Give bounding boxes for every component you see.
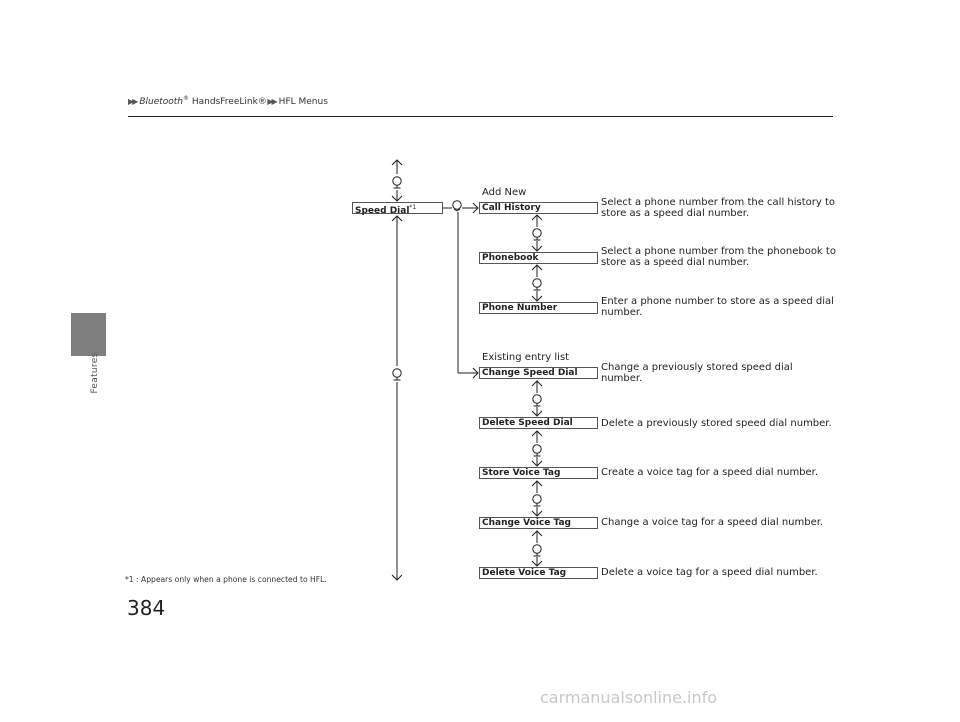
watermark: carmanualsonline.info bbox=[540, 688, 718, 707]
menu-item-label: Delete Speed Dial bbox=[482, 418, 573, 428]
menu-item-description: Change a previously stored speed dial number. bbox=[601, 362, 793, 384]
menu-phone-number bbox=[479, 302, 598, 314]
menu-call-history bbox=[479, 202, 598, 214]
menu-item-description: Delete a voice tag for a speed dial number. bbox=[601, 567, 818, 578]
menu-item-description: Change a voice tag for a speed dial number. bbox=[601, 517, 824, 528]
knob-rotate-icon bbox=[533, 495, 541, 506]
knob-press-icon bbox=[453, 201, 461, 211]
menu-delete-speed-dial bbox=[479, 417, 598, 429]
menu-item-label: Phone Number bbox=[482, 303, 558, 313]
menu-item-label: Call History bbox=[482, 203, 541, 213]
footnote: *1 : Appears only when a phone is connected to HFL. bbox=[125, 575, 327, 584]
menu-item-label: Change Voice Tag bbox=[482, 518, 571, 528]
menu-item-description: Select a phone number from the phonebook to store as a speed dial number. bbox=[601, 246, 836, 268]
knob-rotate-icon bbox=[393, 369, 401, 380]
knob-rotate-icon bbox=[533, 395, 541, 406]
menu-phonebook bbox=[479, 252, 598, 264]
menu-item-description: Select a phone number from the call history to store as a speed dial number. bbox=[601, 197, 836, 219]
menu-store-voice-tag bbox=[479, 467, 598, 479]
knob-rotate-icon bbox=[393, 177, 401, 188]
breadcrumb-item: HFL Menus bbox=[278, 97, 328, 107]
menu-item-description: Create a voice tag for a speed dial number. bbox=[601, 467, 819, 478]
menu-change-voice-tag bbox=[479, 517, 598, 529]
menu-item-label: Phonebook bbox=[482, 253, 539, 263]
breadcrumb-item: HandsFreeLink® bbox=[191, 97, 267, 107]
triangle-right-icon: ▶▶ bbox=[128, 97, 137, 106]
menu-item-label: Store Voice Tag bbox=[482, 468, 561, 478]
knob-rotate-icon bbox=[533, 545, 541, 556]
triangle-right-icon: ▶▶ bbox=[266, 97, 276, 106]
menu-item-label: Change Speed Dial bbox=[482, 368, 578, 378]
knob-rotate-icon bbox=[533, 229, 541, 240]
knob-rotate-icon bbox=[533, 445, 541, 456]
menu-item-description: Enter a phone number to store as a speed dial number. bbox=[601, 296, 834, 318]
menu-item-description: Delete a previously stored speed dial number. bbox=[601, 418, 832, 429]
menu-change-speed-dial bbox=[479, 367, 598, 379]
menu-item-label: Delete Voice Tag bbox=[482, 568, 567, 578]
existing-entry-label: Existing entry list bbox=[482, 352, 570, 363]
section-label: Features bbox=[90, 352, 100, 394]
knob-rotate-icon bbox=[533, 279, 541, 290]
add-new-label: Add New bbox=[482, 187, 527, 198]
breadcrumb-mark: ® bbox=[183, 95, 190, 102]
footnote-mark: *1 bbox=[409, 204, 417, 211]
menu-delete-voice-tag bbox=[479, 567, 598, 579]
breadcrumb-item: Bluetooth bbox=[139, 97, 184, 107]
menu-speed-dial bbox=[352, 202, 443, 214]
menu-item-label: Speed Dial bbox=[355, 206, 410, 216]
page-number: 384 bbox=[127, 596, 166, 620]
